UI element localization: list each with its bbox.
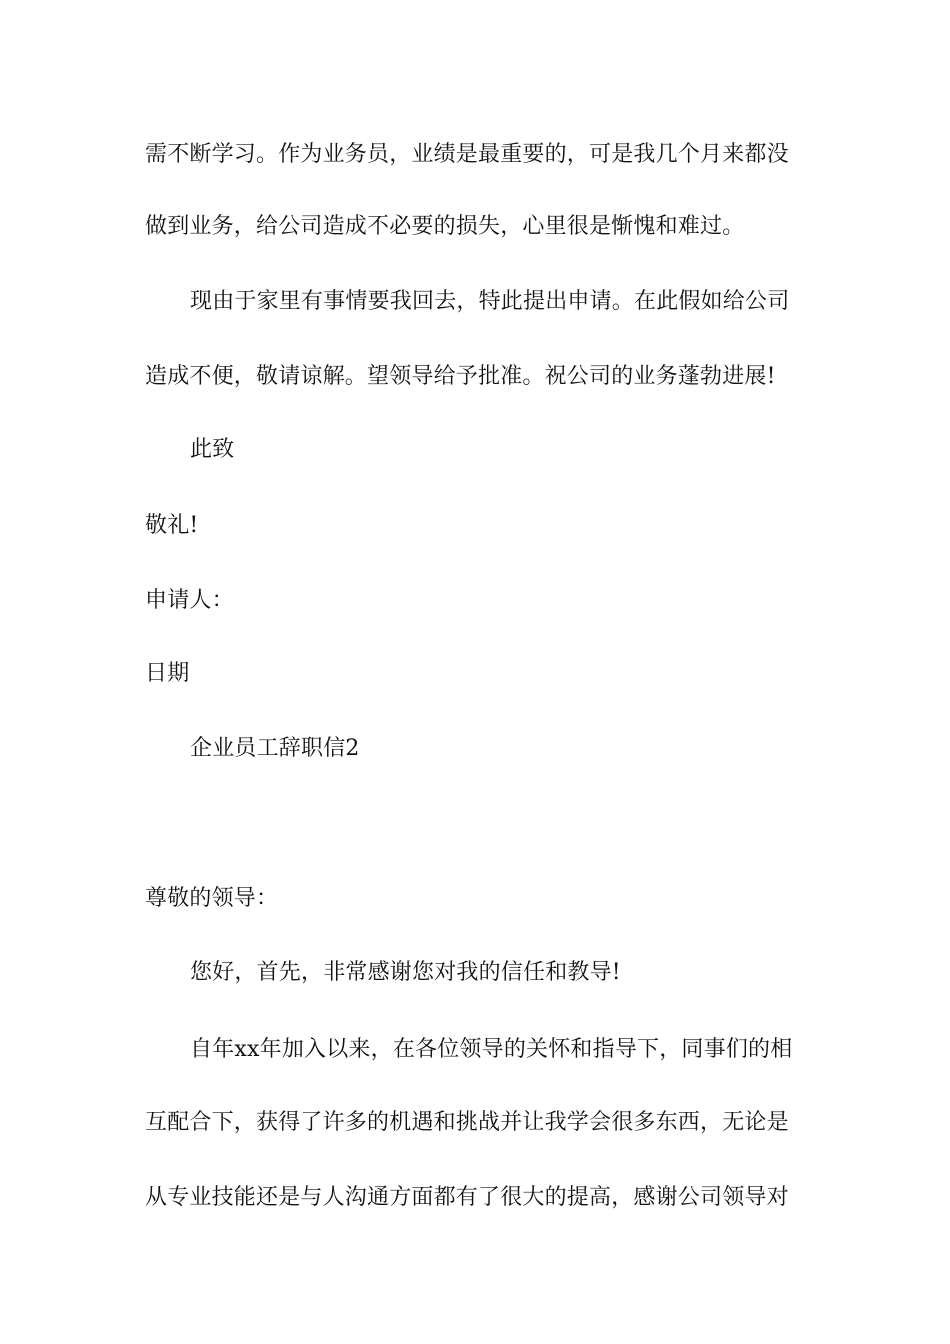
closing-line: 此致: [190, 437, 235, 462]
paragraph-line: 自年xx年加入以来，在各位领导的关怀和指导下，同事们的相: [190, 1037, 793, 1062]
paragraph-line: 现由于家里有事情要我回去，特此提出申请。在此假如给公司: [190, 289, 790, 314]
applicant-label: 申请人：: [145, 588, 234, 613]
paragraph-line: 您好，首先，非常感谢您对我的信任和教导!: [190, 960, 621, 985]
paragraph-line: 需不断学习。作为业务员，业绩是最重要的，可是我几个月来都没: [145, 142, 789, 167]
paragraph-line: 从专业技能还是与人沟通方面都有了很大的提高，感谢公司领导对: [145, 1185, 789, 1210]
paragraph-line: 做到业务，给公司造成不必要的损失，心里很是惭愧和难过。: [145, 214, 745, 239]
greeting-line: 尊敬的领导：: [145, 886, 279, 911]
paragraph-line: 互配合下，获得了许多的机遇和挑战并让我学会很多东西，无论是: [145, 1110, 789, 1135]
section-title: 企业员工辞职信2: [190, 736, 360, 761]
date-label: 日期: [145, 661, 190, 686]
paragraph-line: 造成不便，敬请谅解。望领导给予批准。祝公司的业务蓬勃进展!: [145, 364, 776, 389]
salutation-line: 敬礼!: [145, 513, 199, 538]
